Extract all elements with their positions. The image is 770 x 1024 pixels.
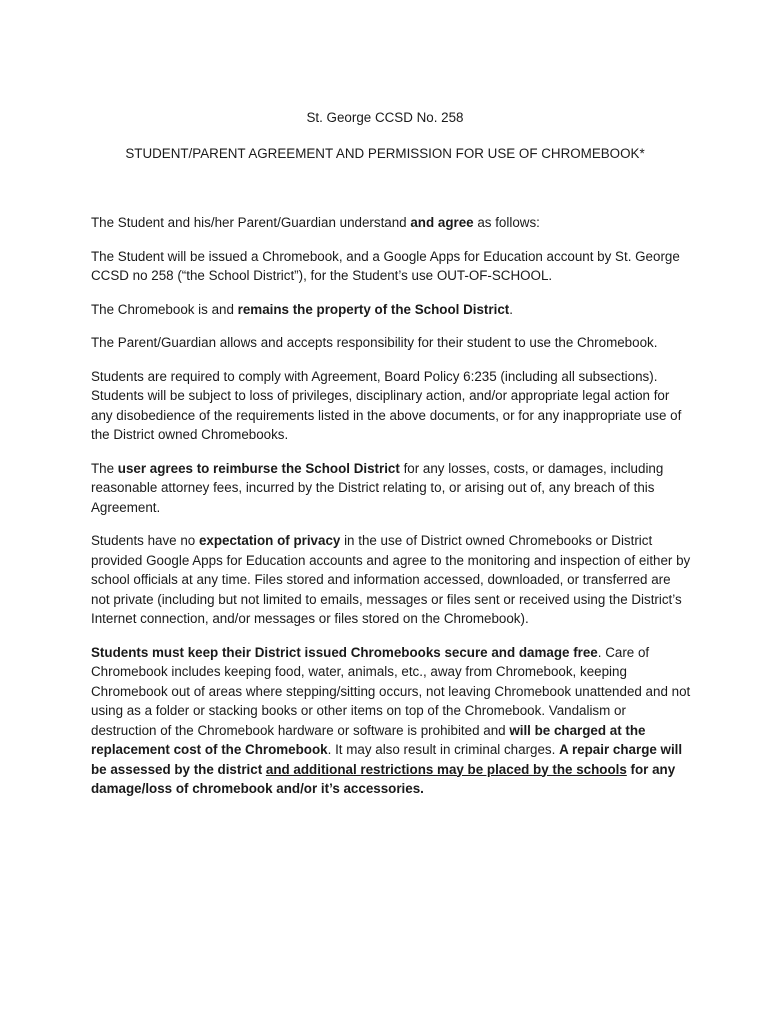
- emphasis-text: Students must keep their District issued Chromebooks secure and damage free: [91, 644, 598, 660]
- paragraph-responsibility: The Parent/Guardian allows and accepts responsibility for their student to use the Chromebook.: [91, 335, 658, 350]
- emphasis-text: for any damage/loss of chromebook and/or it’s accessories.: [91, 761, 676, 796]
- emphasis-text: will be charged at the replacement cost of the Chromebook: [91, 722, 646, 757]
- paragraph-text: The Student and his/her Parent/Guardian understand: [91, 215, 411, 230]
- paragraph-text: in the use of District owned Chromebooks or District provided Google Apps for Education accounts and agree to the monitoring and inspection of either by school officials at any time. Files stored and information accessed, downloaded, or transferred are not private (including but not limited to emails, messages or files sent or received using the District’s Internet connection, and/or messages or files stored on the Chromebook).: [91, 533, 691, 626]
- paragraph-property: [91, 300, 691, 320]
- paragraph-text: as follows:: [473, 215, 540, 230]
- district-name: St. George CCSD No. 258: [306, 110, 464, 125]
- emphasis-text: user agrees to reimburse the School District: [117, 460, 400, 476]
- paragraph-privacy: [91, 531, 691, 629]
- paragraph-reimburse: [91, 459, 691, 518]
- emphasis-text: expectation of privacy: [198, 533, 341, 548]
- paragraph-text: for any losses, costs, or damages, including reasonable attorney fees, incurred by the District relating to, or arising out of, any breach of this Agreement.: [91, 460, 664, 515]
- paragraph-understand: [91, 213, 691, 233]
- paragraph-text: . Care of Chromebook includes keeping food, water, animals, etc., away from Chromebook, keeping Chromebook out of areas where stepping/sitting occurs, not leaving Chromebook unattended and not using as a folder or stacking books or other items on top of the Chromebook. Vandalism or destruction of the Chromebook hardware or software is prohibited and: [91, 644, 691, 738]
- paragraph-issued: The Student will be issued a Chromebook, and a Google Apps for Education account by St. George CCSD no 258 (“the School District”), for the Student’s use OUT-OF-SCHOOL.: [91, 248, 680, 283]
- paragraph-comply: Students are required to comply with Agreement, Board Policy 6:235 (including all subsections). Students will be subject to loss of privileges, disciplinary action, and/or appropriate legal action for any disobedience of the requirements listed in the above documents, or for any inappropriate use of the District owned Chromebooks.: [91, 368, 682, 442]
- paragraph-text: The: [91, 460, 118, 476]
- emphasis-text: and agree: [410, 215, 474, 230]
- paragraph-text: .: [509, 301, 513, 317]
- paragraph-text: . It may also result in criminal charges.: [327, 742, 560, 757]
- underlined-emphasis-text: and additional restrictions may be placed by the schools: [265, 761, 627, 777]
- emphasis-text: A repair charge will be assessed by the district: [91, 742, 683, 777]
- agreement-body: [91, 213, 691, 813]
- paragraph-damage: [91, 643, 691, 799]
- agreement-title: STUDENT/PARENT AGREEMENT AND PERMISSION FOR USE OF CHROMEBOOK*: [125, 146, 645, 161]
- emphasis-text: remains the property of the School District: [237, 301, 510, 317]
- paragraph-text: The Chromebook is and: [91, 301, 238, 317]
- paragraph-text: Students have no: [91, 533, 199, 548]
